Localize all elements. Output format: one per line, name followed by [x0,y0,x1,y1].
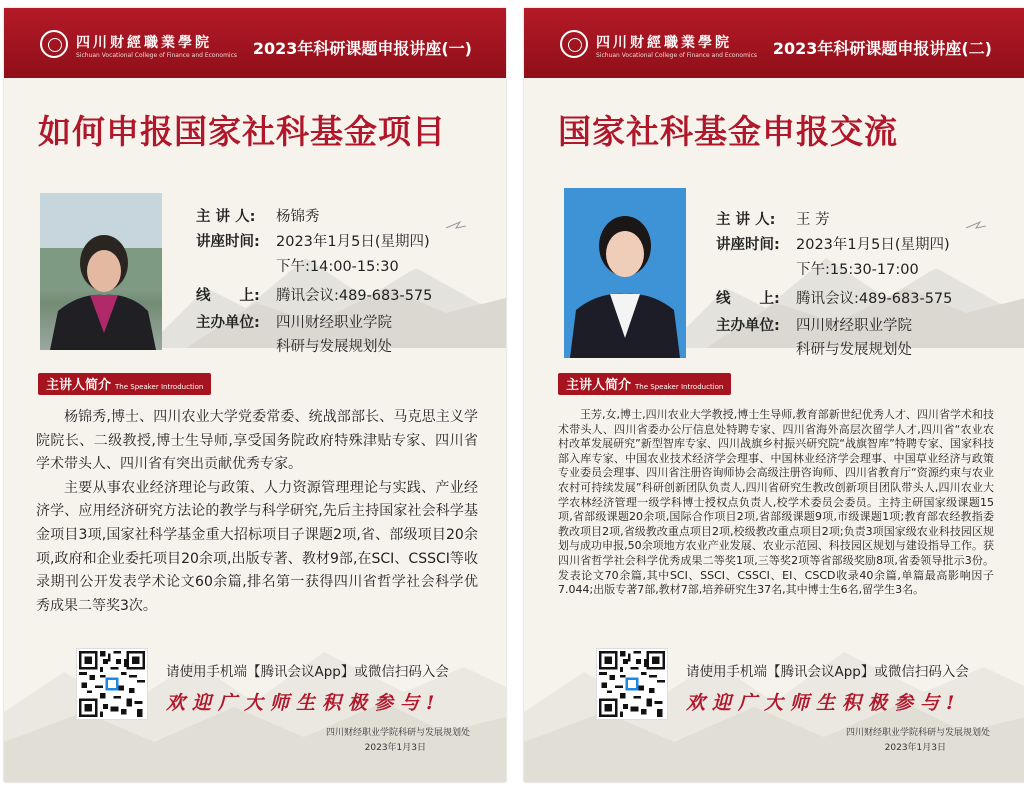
lecture-series-title: 2023年科研课题申报讲座(一) [252,39,472,58]
speaker-photo [564,188,686,358]
welcome-slogan: 欢迎广大师生积极参与! [166,692,442,714]
lecture-time: 下午:14:00-15:30 [276,259,399,275]
online-label: 线 上: [716,291,780,307]
lecture-series-title: 2023年科研课题申报讲座(二) [772,39,992,58]
meeting-id: 腾讯会议:489-683-575 [796,291,953,307]
school-name-english: Sichuan Vocational College of Finance and Economics [76,52,238,59]
issue-date: 2023年1月3日 [364,743,426,753]
school-name: 四川财經職業學院 [76,35,212,51]
host-label: 主办单位: [196,315,260,331]
speaker-label: 主 讲 人: [196,209,256,225]
poster-lecture-1 [4,8,506,782]
header-banner [524,8,1024,78]
time-label: 讲座时间: [196,234,260,250]
section-title-en: The Speaker Introduction [635,383,724,391]
school-name-english: Sichuan Vocational College of Finance and Economics [596,52,758,59]
join-instruction: 请使用手机端【腾讯会议App】或微信扫码入会 [166,664,449,680]
host-college: 四川财经职业学院 [796,318,912,334]
section-title-cn: 主讲人简介 [46,378,112,393]
issue-date: 2023年1月3日 [884,743,946,753]
qr-code[interactable] [596,648,668,720]
online-label: 线 上: [196,288,260,304]
speaker-bio [36,406,478,618]
speaker-intro-heading [558,373,731,395]
school-name: 四川财經職業學院 [596,35,732,51]
time-label: 讲座时间: [716,237,780,253]
speaker-photo [40,193,162,350]
welcome-slogan: 欢迎广大师生积极参与! [686,692,962,714]
host-college: 四川财经职业学院 [276,315,392,331]
bio-paragraph: 杨锦秀,博士、四川农业大学党委常委、统战部部长、马克思主义学院院长、二级教授,博士生导师,享受国务院政府特殊津贴专家、四川省学术带头人、四川省有突出贡献优秀专家。 [36,409,478,473]
qr-code[interactable] [76,648,148,720]
organizer-signature: 四川财经职业学院科研与发展规划处 [325,728,470,738]
header-banner [4,8,506,78]
speaker-bio [558,408,994,598]
lecture-date: 2023年1月5日(星期四) [796,237,950,253]
bio-paragraph: 主要从事农业经济理论与政策、人力资源管理理论与实践、产业经济学、应用经济研究方法论的教学与科学研究,先后主持国家社会科学基金项目3项,国家社科学基金重大招标项目子课题2项,省、部级项目20余项,政府和企业委托项目20余项,出版专著、教材9部,在SCI、CSSCI等收录期刊公开发表学术论文60余篇,排名第一获得四川省哲学社会科学优秀成果二等奖3次。 [36,479,478,614]
speaker-name: 王 芳 [796,212,830,228]
lecture-headline: 国家社科基金申报交流 [558,112,898,151]
lecture-time: 下午:15:30-17:00 [796,262,919,278]
speaker-intro-heading [38,373,211,395]
lecture-headline: 如何申报国家社科基金项目 [38,112,446,151]
speaker-name: 杨锦秀 [276,209,320,225]
poster-lecture-2 [524,8,1024,782]
school-logo-icon [560,30,588,58]
section-title-en: The Speaker Introduction [115,383,204,391]
section-title-cn: 主讲人简介 [566,378,632,393]
host-label: 主办单位: [716,318,780,334]
lecture-date: 2023年1月5日(星期四) [276,234,430,250]
bio-paragraph: 王芳,女,博士,四川农业大学教授,博士生导师,教育部新世纪优秀人才、四川省学术和技术带头人、四川省委办公厅信息处特聘专家、四川省海外高层次留学人才,四川省“农业农村改革发展研究”新型智库专家、四川战旗乡村振兴研究院“战旗智库”特聘专家、国家科技部入库专家、中国农业技术经济学会理事、中国林业经济学会理事、中国草业经济与政策专业委员会理事、四川省注册咨询师协会高级注册咨询师、四川省教育厅“资源约束与农业农村可持续发展”科研创新团队负责人,四川省研究生教改创新项目团队带头人,四川农业大学农林经济管理一级学科博士授权点负责人,校学术委员会委员。主持主研国家级课题15项,省部级课题20余项,国际合作项目2项,省部级课题9项,市级课题1项;教育部农经教指委教改项目2项,省级教改重点项目2项,校级教改重点项目2项;负责3项国家级农业科技园区规划与成功申报,50余项地方农业产业发展、农业示范园、科技园区规划与建设指导工作。获四川省哲学社会科学优秀成果二等奖1项,三等奖2项等省部级奖励8项,省委领导批示3份。发表论文70余篇,其中SCI、SSCI、CSSCI、EI、CSCD收录40余篇,单篇最高影响因子7.044;出版专著7部,教材7部,培养研究生37名,其中博士生6名,留学生3名。 [558,408,994,597]
school-logo-icon [40,30,68,58]
join-instruction: 请使用手机端【腾讯会议App】或微信扫码入会 [686,664,969,680]
speaker-label: 主 讲 人: [716,212,776,228]
organizer-signature: 四川财经职业学院科研与发展规划处 [845,728,990,738]
meeting-id: 腾讯会议:489-683-575 [276,288,433,304]
host-department: 科研与发展规划处 [796,342,912,358]
host-department: 科研与发展规划处 [276,339,392,355]
